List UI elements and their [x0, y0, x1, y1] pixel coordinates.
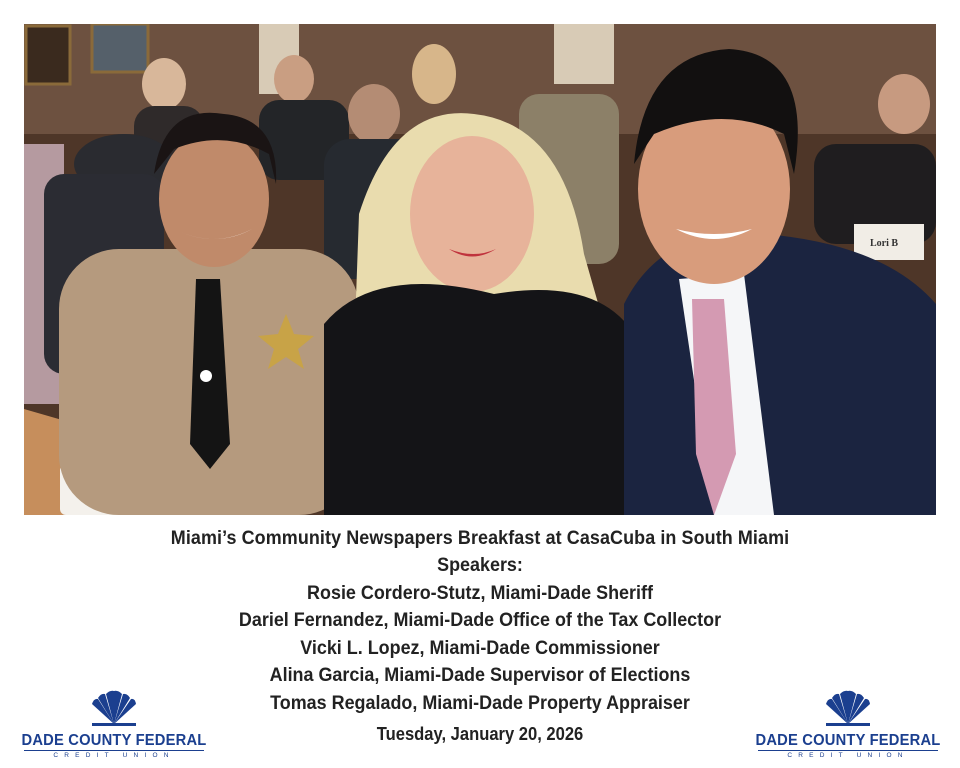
logo-name: DADE COUNTY FEDERAL [755, 732, 941, 749]
place-card-text: Lori B [870, 238, 899, 249]
speaker-line: Vicki L. Lopez, Miami-Dade Commissioner [300, 636, 660, 659]
speaker-line: Alina Garcia, Miami-Dade Supervisor of Elections [269, 664, 691, 686]
shell-icon [86, 690, 142, 726]
shell-icon [820, 690, 876, 726]
speaker-line: Dariel Fernandez, Miami-Dade Office of the Tax Collector [238, 609, 722, 631]
speakers-heading: Speakers: [437, 554, 523, 576]
event-photo [24, 24, 936, 515]
event-title: Miami’s Community Newspapers Breakfast at CasaCuba in South Miami [170, 527, 790, 549]
speaker-line: Rosie Cordero-Stutz, Miami-Dade Sheriff [307, 581, 653, 604]
speaker-line: Tomas Regalado, Miami-Dade Property Appraiser [270, 691, 690, 714]
photo-illustration [24, 24, 936, 515]
event-date: Tuesday, January 20, 2026 [376, 724, 584, 744]
dade-county-federal-logo [16, 690, 212, 759]
wall-picture [92, 24, 148, 72]
logo-name: DADE COUNTY FEDERAL [21, 732, 207, 749]
wall-picture [26, 26, 70, 84]
dade-county-federal-logo [750, 690, 946, 759]
logo-subtitle: CREDIT UNION [24, 750, 204, 760]
logo-subtitle: CREDIT UNION [758, 750, 938, 760]
